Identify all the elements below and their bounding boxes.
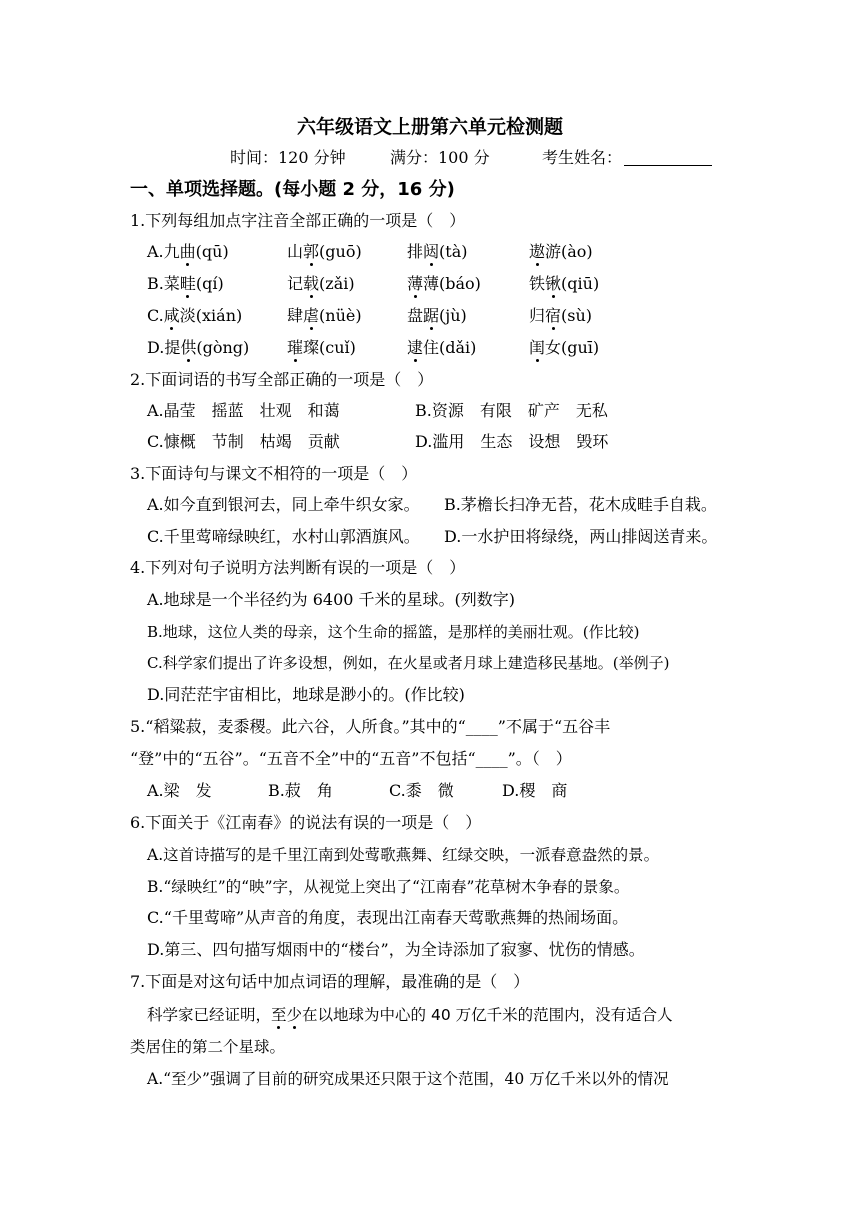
question-5-option-d: D.稷 商 bbox=[502, 781, 568, 800]
option-text: C. bbox=[147, 306, 164, 325]
question-3-option-d: D.一水护田将绿绕，两山排闼送青来。 bbox=[444, 527, 718, 546]
question-1-option bbox=[287, 273, 355, 295]
question-4-option-c: C.科学家们提出了许多设想，例如，在火星或者月球上建造移民基地。(举例子) bbox=[147, 654, 670, 672]
emphasis-dot-char: 踞 bbox=[423, 306, 440, 325]
option-text: (qū) bbox=[195, 242, 229, 261]
question-3-option-b: B.茅檐长扫净无苔，花木成畦手自栽。 bbox=[444, 495, 717, 514]
question-1-option bbox=[407, 305, 467, 327]
question-1-stem: 1.下列每组加点字注音全部正确的一项是（ ） bbox=[130, 211, 466, 230]
option-text: 铁 bbox=[529, 274, 546, 293]
question-1-option bbox=[529, 337, 599, 359]
emphasis-dot-char: 闺 bbox=[529, 338, 546, 357]
option-text: 排 bbox=[407, 242, 424, 261]
question-1-option bbox=[287, 305, 362, 327]
question-1-option bbox=[529, 305, 592, 327]
option-text: 淡(xián) bbox=[179, 306, 243, 325]
question-6-option-a: A.这首诗描写的是千里江南到处莺歌燕舞、红绿交映，一派春意盎然的景。 bbox=[147, 846, 660, 864]
question-5-option-a: A.梁 发 bbox=[147, 781, 212, 800]
question-1-option bbox=[529, 241, 593, 263]
question-2-option-a: A.晶莹 摇蓝 壮观 和蔼 bbox=[147, 401, 340, 420]
exam-title: 六年级语文上册第六单元检测题 bbox=[296, 116, 563, 138]
student-name-field[interactable] bbox=[542, 145, 712, 168]
option-text: (qí) bbox=[195, 274, 224, 293]
option-text: 游(ào) bbox=[545, 242, 593, 261]
option-text: (zǎi) bbox=[319, 274, 355, 293]
emphasis-dot-char: 载 bbox=[303, 274, 320, 293]
emphasis-dot-char: 闼 bbox=[423, 242, 440, 261]
option-text: 山 bbox=[287, 242, 304, 261]
question-6-option-c: C.“千里莺啼”从声音的角度，表现出江南春天莺歌燕舞的热闹场面。 bbox=[147, 908, 629, 927]
passage-text: 科学家已经证明， bbox=[147, 1006, 272, 1024]
question-7-passage-line-2: 类居住的第二个星球。 bbox=[130, 1038, 286, 1056]
option-text: (qiū) bbox=[561, 274, 600, 293]
emphasis-dot-char: 至 bbox=[271, 1006, 287, 1024]
option-text: 归 bbox=[529, 306, 546, 325]
question-1-option bbox=[407, 337, 476, 359]
question-4-option-d: D.同茫茫宇宙相比，地球是渺小的。(作比较) bbox=[147, 685, 465, 704]
question-6-option-b: B.“绿映红”的“映”字，从视觉上突出了“江南春”花草树木争春的景象。 bbox=[147, 878, 630, 896]
question-1-option bbox=[287, 337, 356, 359]
question-1-option bbox=[147, 241, 229, 263]
option-text: 肆 bbox=[287, 306, 304, 325]
question-1-option bbox=[147, 305, 242, 327]
option-text: (tà) bbox=[439, 242, 468, 261]
emphasis-dot-char: 虐 bbox=[303, 306, 320, 325]
question-5-stem-line-1: 5.“稻粱菽，麦黍稷。此六谷，人所食。”其中的“____”不属于“五谷丰 bbox=[130, 717, 611, 736]
question-7-passage-line-1 bbox=[147, 1004, 673, 1026]
exam-full-score: 满分：100 分 bbox=[390, 148, 490, 167]
question-2-option-b: B.资源 有限 矿产 无私 bbox=[415, 401, 608, 420]
question-5-option-b: B.菽 角 bbox=[268, 781, 333, 800]
emphasis-dot-char: 咸 bbox=[163, 306, 180, 325]
option-text: 盘 bbox=[407, 306, 424, 325]
student-name-blank[interactable] bbox=[624, 165, 712, 166]
emphasis-dot-char: 逮 bbox=[407, 338, 424, 357]
emphasis-dot-char: 供 bbox=[180, 338, 197, 357]
option-text: 薄(báo) bbox=[423, 274, 481, 293]
question-5-stem-line-2: “登”中的“五谷”。“五音不全”中的“五音”不包括“____”。（ ） bbox=[130, 749, 572, 768]
option-text: 住(dǎi) bbox=[423, 338, 477, 357]
question-3-option-a: A.如今直到银河去，同上牵牛织女家。 bbox=[147, 495, 420, 514]
question-6-option-d: D.第三、四句描写烟雨中的“楼台”，为全诗添加了寂寥、忧伤的情感。 bbox=[147, 940, 645, 959]
question-2-option-d: D.滥用 生态 设想 毁环 bbox=[415, 432, 609, 451]
question-4-option-b: B.地球，这位人类的母亲，这个生命的摇篮，是那样的美丽壮观。(作比较) bbox=[147, 623, 640, 641]
emphasis-dot-char: 遨 bbox=[529, 242, 546, 261]
option-text: 璨(cuǐ) bbox=[303, 338, 356, 357]
option-text: A.九 bbox=[147, 242, 180, 261]
question-1-option bbox=[147, 337, 249, 359]
question-7-stem: 7.下面是对这句话中加点词语的理解，最准确的是（ ） bbox=[130, 972, 530, 991]
question-7-option-a: A.“至少”强调了目前的研究成果还只限于这个范围，40 万亿千米以外的情况 bbox=[147, 1070, 669, 1088]
emphasis-dot-char: 宿 bbox=[545, 306, 562, 325]
exam-time: 时间：120 分钟 bbox=[230, 148, 346, 167]
question-4-option-a: A.地球是一个半径约为 6400 千米的星球。(列数字) bbox=[147, 590, 516, 609]
passage-text: 在以地球为中心的 40 万亿千米的范围内，没有适合人 bbox=[302, 1006, 673, 1024]
question-1-option bbox=[407, 241, 467, 263]
question-5-option-c: C.黍 微 bbox=[389, 781, 454, 800]
option-text: D.提 bbox=[147, 338, 181, 357]
option-text: B.菜 bbox=[147, 274, 180, 293]
student-name-label: 考生姓名： bbox=[542, 148, 623, 167]
option-text: 女(guī) bbox=[545, 338, 600, 357]
section-heading: 一、单项选择题。(每小题 2 分，16 分) bbox=[130, 179, 455, 200]
emphasis-dot-char: 郭 bbox=[303, 242, 320, 261]
emphasis-dot-char: 锹 bbox=[545, 274, 562, 293]
emphasis-dot-char: 璀 bbox=[287, 338, 304, 357]
question-2-option-c: C.慷概 节制 枯竭 贡献 bbox=[147, 432, 340, 451]
question-2-stem: 2.下面词语的书写全部正确的一项是（ ） bbox=[130, 370, 434, 389]
question-1-option bbox=[287, 241, 362, 263]
option-text: (gòng) bbox=[196, 338, 250, 357]
emphasis-dot-char: 少 bbox=[286, 1006, 303, 1024]
option-text: (jù) bbox=[439, 306, 467, 325]
question-1-option bbox=[147, 273, 224, 295]
option-text: (sù) bbox=[561, 306, 593, 325]
emphasis-dot-char: 畦 bbox=[179, 274, 196, 293]
question-1-option bbox=[529, 273, 599, 295]
option-text: (nüè) bbox=[319, 306, 362, 325]
emphasis-dot-char: 薄 bbox=[407, 274, 424, 293]
option-text: (guō) bbox=[319, 242, 362, 261]
option-text: 记 bbox=[287, 274, 304, 293]
emphasis-dot-char: 曲 bbox=[179, 242, 196, 261]
question-3-stem: 3.下面诗句与课文不相符的一项是（ ） bbox=[130, 464, 418, 483]
question-3-option-c: C.千里莺啼绿映红，水村山郭酒旗风。 bbox=[147, 527, 420, 546]
question-1-option bbox=[407, 273, 481, 295]
question-4-stem: 4.下列对句子说明方法判断有误的一项是（ ） bbox=[130, 558, 466, 577]
question-6-stem: 6.下面关于《江南春》的说法有误的一项是（ ） bbox=[130, 813, 482, 832]
